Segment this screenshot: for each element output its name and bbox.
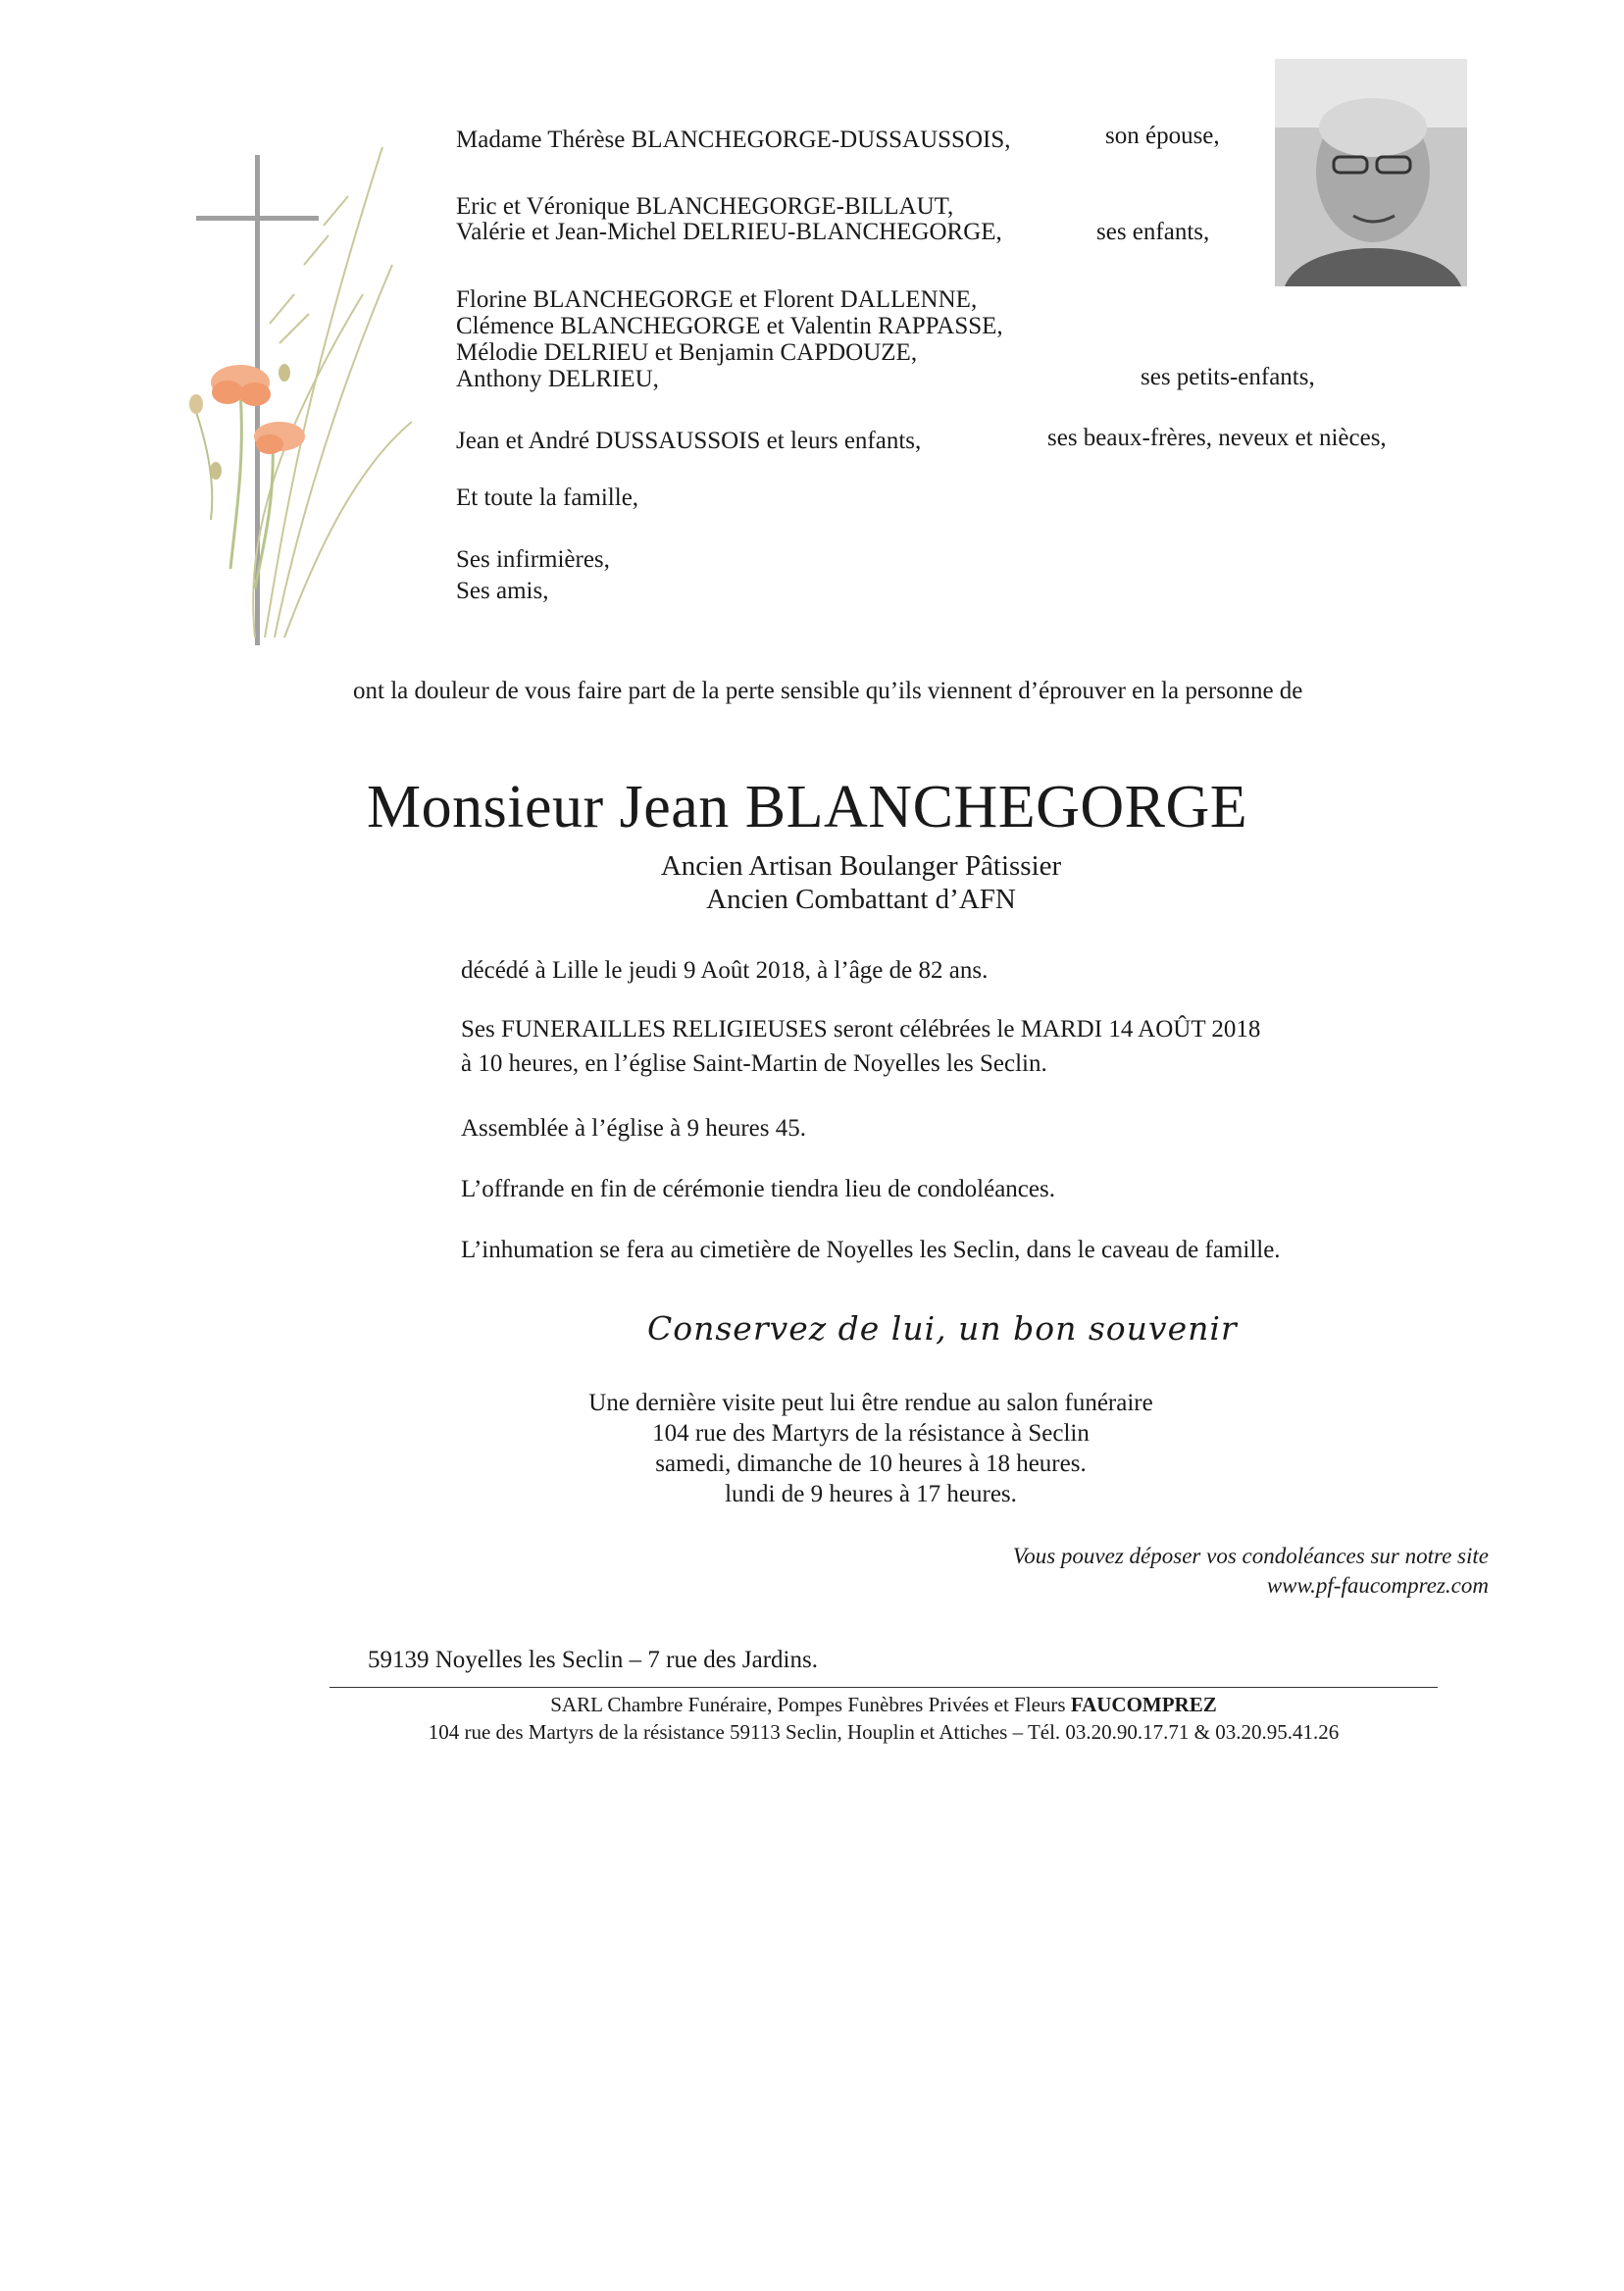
deceased-title: Ancien Artisan Boulanger Pâtissier [660, 850, 1062, 882]
visit-line: Une dernière visite peut lui être rendue au salon funéraire [588, 1390, 1153, 1416]
family-address: 59139 Noyelles les Seclin – 7 rue des Jardins. [368, 1647, 818, 1673]
grandchild-name: Mélodie DELRIEU et Benjamin CAPDOUZE, [456, 339, 918, 366]
inlaws-name: Jean et André DUSSAUSSOIS et leurs enfants, [456, 428, 922, 454]
visit-line: 104 rue des Martyrs de la résistance à Seclin [652, 1420, 1090, 1447]
burial-notice: L’inhumation se fera au cimetière de Noyelles les Seclin, dans le caveau de famille. [461, 1237, 1281, 1263]
visit-line: lundi de 9 heures à 17 heures. [725, 1481, 1017, 1507]
deceased-name: Monsieur Jean BLANCHEGORGE [367, 774, 1248, 840]
assembly-notice: Assemblée à l’église à 9 heures 45. [461, 1115, 806, 1142]
grandchild-name: Clémence BLANCHEGORGE et Valentin RAPPASSE, [456, 313, 1003, 339]
offering-notice: L’offrande en fin de cérémonie tiendra lieu de condoléances. [461, 1176, 1055, 1202]
child-name: Valérie et Jean-Michel DELRIEU-BLANCHEGORGE, [456, 219, 1002, 245]
spouse-name: Madame Thérèse BLANCHEGORGE-DUSSAUSSOIS, [456, 127, 1011, 153]
children-relation: ses enfants, [1096, 219, 1210, 245]
deceased-title: Ancien Combattant d’AFN [706, 884, 1016, 915]
condolences-text: Vous pouvez déposer vos condoléances sur notre site [1012, 1544, 1489, 1568]
company-line-2: 104 rue des Martyrs de la résistance 59113 Seclin, Houplin et Attiches – Tél. 03.20.90.17.71 & 03.20.95.41.26 [428, 1720, 1340, 1744]
funeral-line: Ses FUNERAILLES RELIGIEUSES seront célébrées le MARDI 14 AOÛT 2018 [461, 1016, 1261, 1043]
spouse-relation: son épouse, [1105, 123, 1220, 149]
company-name: FAUCOMPREZ [1070, 1693, 1217, 1716]
grandchild-name: Anthony DELRIEU, [456, 366, 659, 392]
death-notice: décédé à Lille le jeudi 9 Août 2018, à l’âge de 82 ans. [461, 957, 989, 984]
cross-poppy-illustration [186, 147, 412, 657]
visit-line: samedi, dimanche de 10 heures à 18 heures. [655, 1451, 1087, 1477]
condolences-url[interactable]: www.pf-faucomprez.com [1266, 1573, 1489, 1598]
inlaws-relation: ses beaux-frères, neveux et nièces, [1047, 425, 1387, 451]
company-line-1 [330, 1693, 1438, 1717]
grandchild-name: Florine BLANCHEGORGE et Florent DALLENNE, [456, 286, 978, 313]
poppy-flower-icon [189, 364, 305, 588]
announcement-text: ont la douleur de vous faire part de la perte sensible qu’ils viennent d’éprouver en la personne de [353, 678, 1303, 704]
child-name: Eric et Véronique BLANCHEGORGE-BILLAUT, [456, 193, 954, 220]
grandchildren-relation: ses petits-enfants, [1141, 364, 1315, 390]
friends: Ses amis, [456, 578, 549, 604]
footer-divider [330, 1687, 1438, 1688]
script-quote: Conservez de lui, un bon souvenir [647, 1309, 1238, 1348]
nurses: Ses infirmières, [456, 546, 610, 573]
funeral-line: à 10 heures, en l’église Saint-Martin de Noyelles les Seclin. [461, 1050, 1047, 1077]
company-description: SARL Chambre Funéraire, Pompes Funèbres Privées et Fleurs [550, 1693, 1071, 1716]
portrait-photo [1275, 59, 1467, 286]
whole-family: Et toute la famille, [456, 484, 639, 511]
